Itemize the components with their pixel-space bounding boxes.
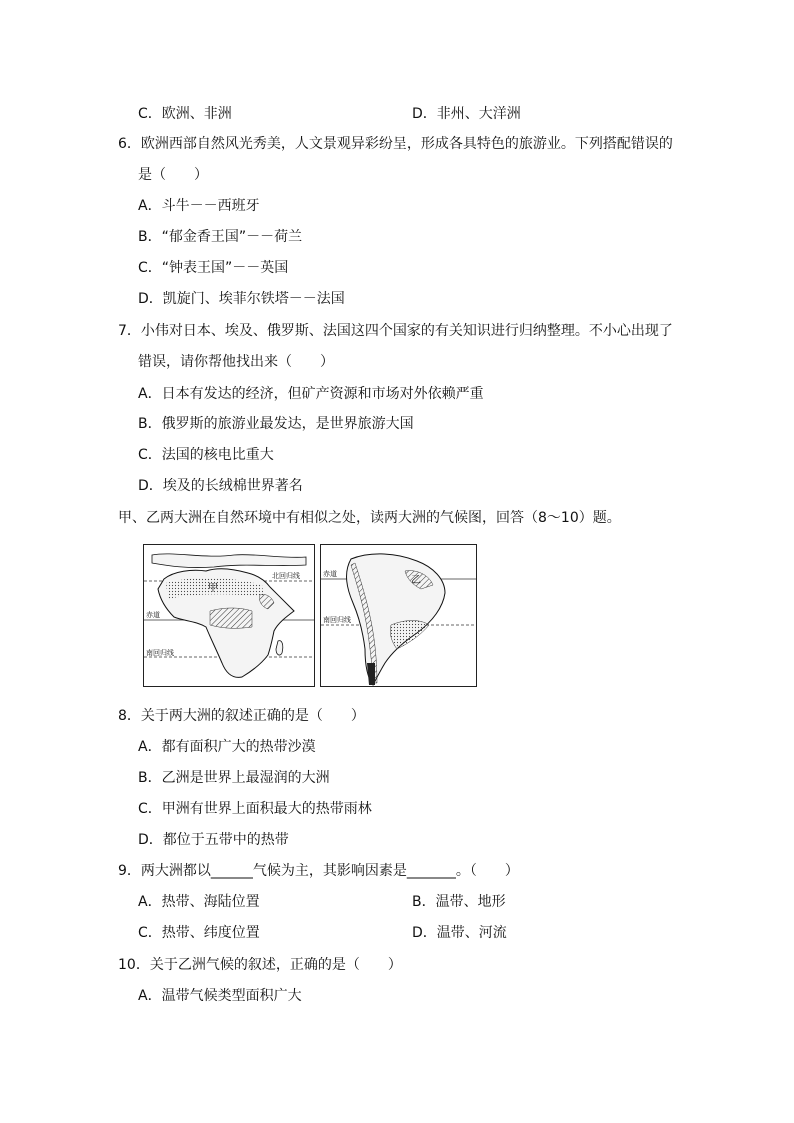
south-america-climate-map [320,544,477,687]
question-10-text: 10．关于乙洲气候的叙述，正确的是（ ） [118,957,402,973]
q8-option-d[interactable]: D．都位于五带中的热带 [138,832,289,848]
q6-option-d[interactable]: D．凯旋门、埃菲尔铁塔－－法国 [138,291,345,307]
q6-option-a[interactable]: A．斗牛－－西班牙 [138,198,260,214]
q9-option-c[interactable]: C．热带、纬度位置 [138,925,260,941]
question-9-text: 9．两大洲都以______气候为主，其影响因素是_______。（ ） [118,863,519,879]
africa-climate-map [143,544,315,687]
label-equator-africa: 赤道 [146,611,160,619]
q9-option-a[interactable]: A．热带、海陆位置 [138,894,260,910]
rainforest-region [210,608,252,628]
question-6-text-cont: 是（ ） [138,167,208,183]
south-america-outline [347,554,445,685]
q9-option-d[interactable]: D．温带、河流 [412,925,507,941]
q8-option-c[interactable]: C．甲洲有世界上面积最大的热带雨林 [138,801,372,817]
q7-option-c[interactable]: C．法国的核电比重大 [138,447,274,463]
label-equator-sa: 赤道 [323,570,337,578]
label-tropic-south-sa: 南回归线 [323,616,351,624]
q6-option-b[interactable]: B．“郁金香王国”－－荷兰 [138,229,303,245]
q5-option-c[interactable]: C．欧洲、非洲 [138,106,232,122]
section-intro: 甲、乙两大洲在自然环境中有相似之处，读两大洲的气候图，回答（8～10）题。 [118,510,621,526]
label-tropic-north-africa: 北回归线 [272,572,300,580]
q7-option-d[interactable]: D．埃及的长绒棉世界著名 [138,478,303,494]
patagonia-region [367,663,375,685]
question-8-text: 8．关于两大洲的叙述正确的是（ ） [118,708,365,724]
q7-option-b[interactable]: B．俄罗斯的旅游业最发达，是世界旅游大国 [138,416,414,432]
europe-outline [152,554,306,568]
q10-option-a[interactable]: A．温带气候类型面积广大 [138,988,302,1004]
q6-option-c[interactable]: C．“钟表王国”－－英国 [138,260,289,276]
q9-option-b[interactable]: B．温带、地形 [412,894,506,910]
temperate-region [390,621,429,650]
label-jia: 甲 [208,583,218,594]
q8-option-b[interactable]: B．乙洲是世界上最湿润的大洲 [138,770,330,786]
q8-option-a[interactable]: A．都有面积广大的热带沙漠 [138,739,316,755]
q5-option-d[interactable]: D．非州、大洋洲 [412,106,521,122]
question-6-text: 6．欧洲西部自然风光秀美，人文景观异彩纷呈，形成各具特色的旅游业。下列搭配错误的 [118,136,673,152]
question-7-text-cont: 错误，请你帮他找出来（ ） [138,354,334,370]
q7-option-a[interactable]: A．日本有发达的经济，但矿产资源和市场对外依赖严重 [138,386,484,402]
label-tropic-south-africa: 南回归线 [146,649,174,657]
question-7-text: 7．小伟对日本、埃及、俄罗斯、法国这四个国家的有关知识进行归纳整理。不小心出现了 [118,323,673,339]
madagascar-outline [276,641,283,655]
label-yi: 乙 [411,575,421,586]
